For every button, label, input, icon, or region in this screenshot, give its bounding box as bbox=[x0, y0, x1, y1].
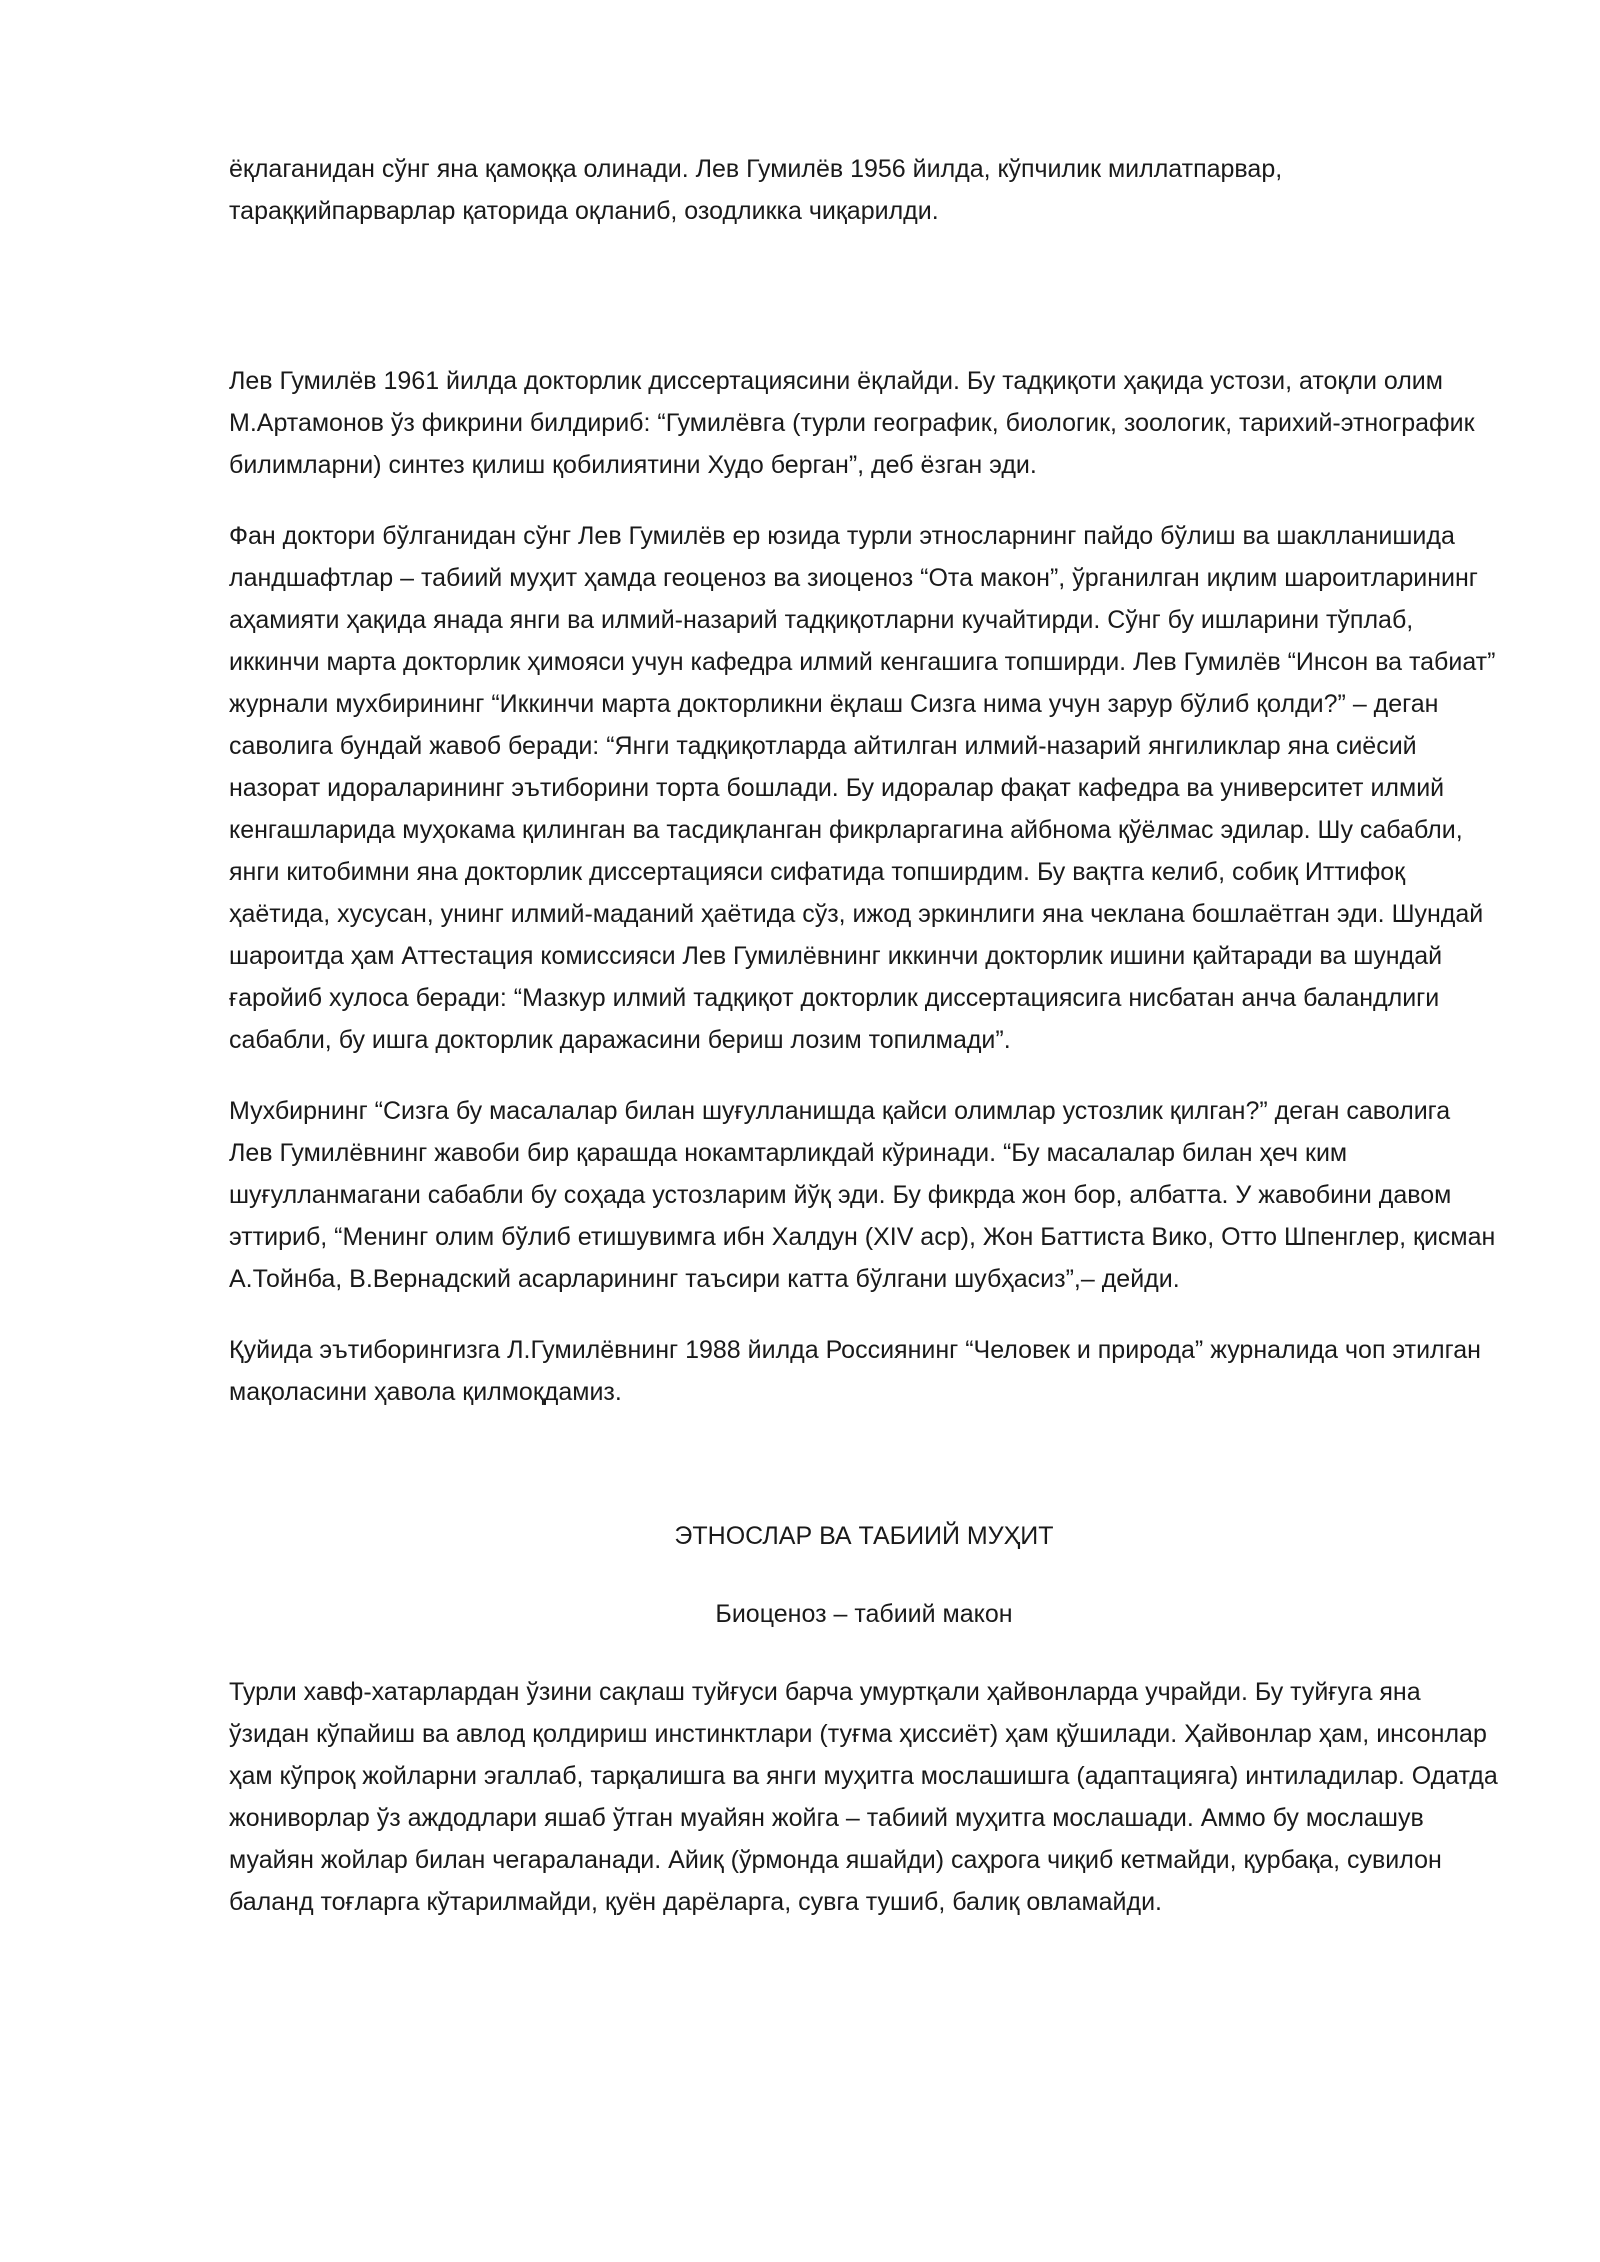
paragraph-5: Қуйида эътиборингизга Л.Гумилёвнинг 1988 йилда Россиянинг “Человек и природа” журналида чоп этилган мақоласини ҳавола қилмоқдамиз. bbox=[229, 1336, 1481, 1406]
paragraph-4: Мухбирнинг “Сизга бу масалалар билан шуғулланишда қайси олимлар устозлик қилган?” деган саволига Лев Гумилёвнинг жавоби бир қарашда нокамтарликдай кўринади. “Бу масалалар билан ҳеч ким шуғулланмагани сабабли бу соҳада устозларим йўқ эди. Бу фикрда жон бор, албатта. У жавобини давом эттириб, “Менинг олим бўлиб етишувимга ибн Халдун (XIV аср), Жон Баттиста Вико, Отто Шпенглер, қисман А.Тойнба, В.Вернадский асарларининг таъсири катта бўлгани шубҳасиз”,– дейди. bbox=[229, 1097, 1496, 1293]
paragraph-1: ёқлаганидан сўнг яна қамоққа олинади. Лев Гумилёв 1956 йилда, кўпчилик миллатпарвар, тараққийпарварлар қаторида оқланиб, озодликка чиқарилди. bbox=[229, 155, 1283, 225]
paragraph-3: Фан доктори бўлганидан сўнг Лев Гумилёв ер юзида турли этносларнинг пайдо бўлиш ва шаклланишида ландшафтлар – табиий муҳит ҳамда геоценоз ва зиоценоз “Ота макон”, ўрганилган иқлим шароитларининг аҳамияти ҳақида янада янги ва илмий-назарий тадқиқотларни кучайтирди. Сўнг бу ишларини тўплаб, иккинчи марта докторлик ҳимояси учун кафедра илмий кенгашига топширди. Лев Гумилёв “Инсон ва табиат” журнали мухбирининг “Иккинчи марта докторликни ёқлаш Сизга нима учун зарур бўлиб қолди?” – деган саволига бундай жавоб беради: “Янги тадқиқотларда айтилган илмий-назарий янгиликлар яна сиёсий назорат идораларининг эътиборини торта бошлади. Бу идоралар фақат кафедра ва университет илмий кенгашларида муҳокама қилинган ва тасдиқланган фикрларгагина айбнома қўёлмас эдилар. Шу сабабли, янги китобимни яна докторлик диссертацияси сифатида топширдим. Бу вақтга келиб, собиқ Иттифоқ ҳаётида, хусусан, унинг илмий-маданий ҳаётида сўз, ижод эркинлиги яна чеклана бошлаётган эди. Шундай шароитда ҳам Аттестация комиссияси Лев Гумилёвнинг иккинчи докторлик ишини қайтаради ва шундай ғаройиб хулоса беради: “Мазкур илмий тадқиқот докторлик диссертациясига нисбатан анча баландлиги сабабли, бу ишга докторлик даражасини бериш лозим топилмади”. bbox=[229, 522, 1496, 1054]
section-heading: ЭТНОСЛАР ВА ТАБИИЙ МУҲИТ bbox=[674, 1522, 1054, 1550]
paragraph-final: Турли хавф-хатарлардан ўзини сақлаш туйғуси барча умуртқали ҳайвонларда учрайди. Бу туйғуга яна ўзидан кўпайиш ва авлод қолдириш инстинктлари (туғма ҳиссиёт) ҳам қўшилади. Ҳайвонлар ҳам, инсонлар ҳам кўпроқ жойларни эгаллаб, тарқалишга ва янги муҳитга мослашишга (адаптацияга) интиладилар. Одатда жониворлар ўз аждодлари яшаб ўтган муайян жойга – табиий муҳитга мослашади. Аммо бу мослашув муайян жойлар билан чегараланади. Айиқ (ўрмонда яшайди) саҳрога чиқиб кетмайди, қурбақа, сувилон баланд тоғларга кўтарилмайди, қуён дарёларга, сувга тушиб, балиқ овламайди. bbox=[229, 1678, 1498, 1916]
section-subheading: Биоценоз – табиий макон bbox=[715, 1600, 1013, 1628]
paragraph-2: Лев Гумилёв 1961 йилда докторлик диссертациясини ёқлайди. Бу тадқиқоти ҳақида устози, атоқли олим М.Артамонов ўз фикрини билдириб: “Гумилёвга (турли географик, биологик, зоологик, тарихий-этнографик билимларни) синтез қилиш қобилиятини Худо берган”, деб ёзган эди. bbox=[229, 367, 1475, 479]
document-page bbox=[229, 148, 1499, 1923]
